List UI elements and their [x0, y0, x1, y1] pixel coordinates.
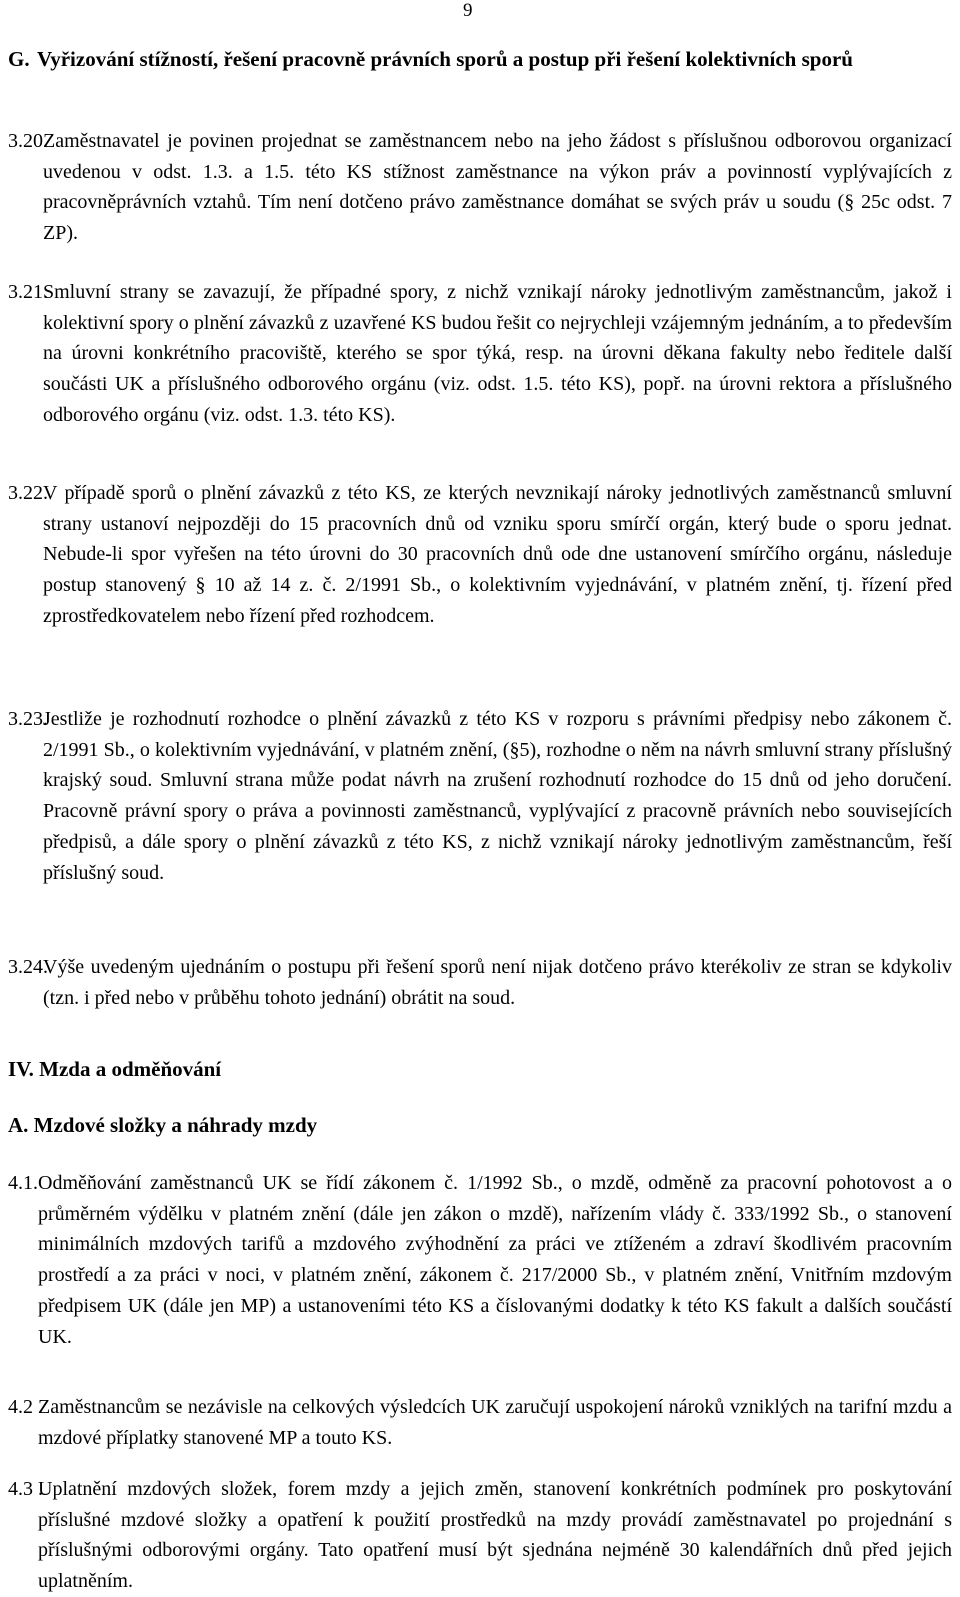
paragraph-number: 4.3 . — [8, 1478, 43, 1500]
paragraph-4-3 — [0, 1474, 952, 1597]
paragraph-3-21 — [0, 277, 952, 431]
paragraph-3-23 — [0, 704, 952, 888]
paragraph-text: V případě sporů o plnění závazků z této KS, ze kterých nevznikají nároky jednotlivých zaměstnanců smluvní strany ustanoví nejpozději do 15 pracovních dnů od vzniku sporu smírčí orgán, který bude o sporu jednat. Nebude-li spor vyřešen na této úrovni do 30 pracovních dnů ode dne ustanovení smírčího orgánu, následuje postup stanovený § 10 až 14 z. č. 2/1991 Sb., o kolektivním vyjednávání, v platném znění, tj. řízení před zprostředkovatelem nebo řízení před rozhodcem. — [43, 482, 952, 627]
paragraph-number: 4.1. — [8, 1172, 38, 1194]
paragraph-number: 3.22. — [8, 482, 48, 504]
subsection-heading-a: A. Mzdové složky a náhrady mzdy — [8, 1113, 318, 1137]
paragraph-text: Výše uvedeným ujednáním o postupu při řešení sporů není nijak dotčeno právo kterékoliv ze stran se kdykoliv (tzn. i před nebo v průběhu tohoto jednání) obrátit na soud. — [43, 956, 952, 1009]
paragraph-text: Zaměstnavatel je povinen projednat se zaměstnancem nebo na jeho žádost s příslušnou odborovou organizací uvedenou v odst. 1.3. a 1.5. této KS stížnost zaměstnance na výkon práv a povinností vyplývajících z pracovněprávních vztahů. Tím není dotčeno právo zaměstnance domáhat se svých práv u soudu (§ 25c odst. 7 ZP). — [43, 130, 952, 245]
paragraph-number: 4.2 . — [8, 1396, 43, 1418]
paragraph-number: 3.21. — [8, 281, 48, 303]
paragraph-3-20 — [0, 126, 952, 249]
paragraph-text: Odměňování zaměstnanců UK se řídí zákonem č. 1/1992 Sb., o mzdě, odměně za pracovní pohotovost a o průměrném výdělku v platném znění (dále jen zákon o mzdě), nařízením vlády č. 333/1992 Sb., o stanovení minimálních mzdových tarifů a mzdového zvýhodnění za práci ve ztíženém a zdraví škodlivém pracovním prostředí a za práci v noci, v platném znění, zákonem č. 217/2000 Sb., v platném znění, Vnitřním mzdovým předpisem UK (dále jen MP) a ustanoveními této KS a číslovanými dodatky k této KS fakult a dalších součástí UK. — [38, 1172, 952, 1348]
page-number: 9 — [463, 0, 473, 21]
paragraph-text: Smluvní strany se zavazují, že případné spory, z nichž vznikají nároky jednotlivým zaměstnancům, jakož i kolektivní spory o plnění závazků z uzavřené KS budou řešit co nejrychleji vzájemným jednáním, a to především na úrovni konkrétního pracoviště, kterého se spor týká, resp. na úrovni děkana fakulty nebo ředitele další součásti UK a příslušného odborového orgánu (viz. odst. 1.5. této KS), popř. na úrovni rektora a příslušného odborového orgánu (viz. odst. 1.3. této KS). — [43, 281, 952, 426]
chapter-letter: G. — [8, 47, 30, 71]
paragraph-3-22 — [0, 478, 952, 632]
paragraph-text: Jestliže je rozhodnutí rozhodce o plnění závazků z této KS v rozporu s právními předpisy nebo zákonem č. 2/1991 Sb., o kolektivním vyjednávání, v platném znění, (§5), rozhodne o něm na návrh smluvní strany příslušný krajský soud. Smluvní strana může podat návrh na zrušení rozhodnutí rozhodce do 15 dnů od jeho doručení. Pracovně právní spory o práva a povinnosti zaměstnanců, vyplývající z pracovně právních nebo souvisejících předpisů, a dále spory o plnění závazků z této KS, z nichž vznikají nároky jednotlivým zaměstnancům, řeší příslušný soud. — [43, 708, 952, 884]
paragraph-text: Uplatnění mzdových složek, forem mzdy a jejich změn, stanovení konkrétních podmínek pro poskytování příslušné mzdové složky a opatření k použití prostředků na mzdy provádí zaměstnavatel po projednání s příslušnými odborovými orgány. Tato opatření musí být sjednána nejméně 30 kalendářních dnů před jejich uplatněním. — [38, 1478, 952, 1593]
paragraph-text: Zaměstnancům se nezávisle na celkových výsledcích UK zaručují uspokojení nároků vzniklých na tarifní mzdu a mzdové příplatky stanovené MP a touto KS. — [38, 1396, 952, 1449]
paragraph-number: 3.24. — [8, 956, 48, 978]
paragraph-number: 3.20. — [8, 130, 48, 152]
section-heading-iv: IV. Mzda a odměňování — [8, 1057, 222, 1081]
paragraph-3-24 — [0, 952, 952, 1013]
paragraph-number: 3.23. — [8, 708, 48, 730]
chapter-heading-text: Vyřizování stížností, řešení pracovně právních sporů a postup při řešení kolektivních sporů — [37, 47, 853, 71]
paragraph-4-2 — [0, 1392, 952, 1453]
paragraph-4-1 — [0, 1168, 952, 1352]
chapter-heading — [0, 44, 960, 75]
